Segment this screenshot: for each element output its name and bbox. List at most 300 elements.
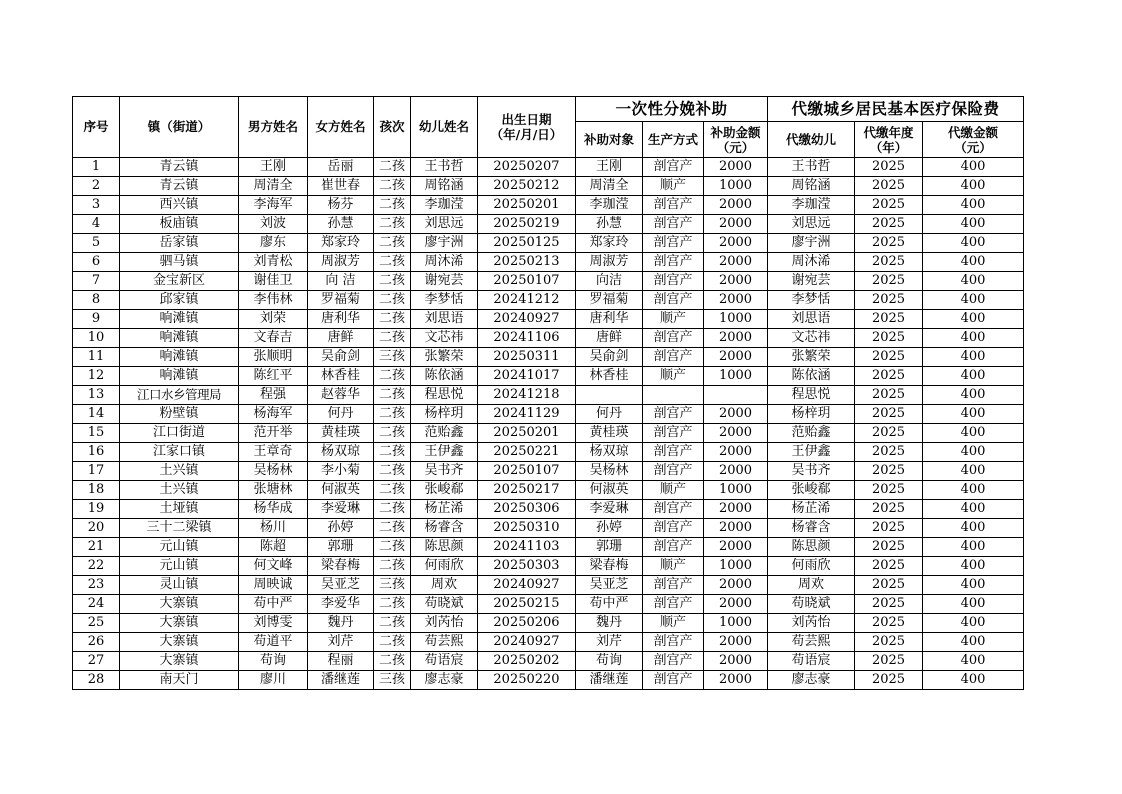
header-child-name: 幼儿姓名 [411,97,478,158]
cell-subsidy-amount [704,386,768,405]
cell-mother-name: 吴俞剑 [308,348,374,367]
cell-town: 邱家镇 [120,291,239,310]
cell-town: 元山镇 [120,538,239,557]
cell-father-name: 苟中严 [239,595,308,614]
table-row [73,633,1024,652]
cell-father-name: 苟询 [239,652,308,671]
cell-subsidy-amount: 2000 [704,633,768,652]
cell-child-name: 周欢 [411,576,478,595]
cell-paid-child: 李梦恬 [768,291,855,310]
cell-town: 响滩镇 [120,367,239,386]
cell-seq: 15 [73,424,120,443]
cell-paid-year: 2025 [855,519,923,538]
cell-paid-year: 2025 [855,614,923,633]
cell-town: 土兴镇 [120,481,239,500]
cell-seq: 8 [73,291,120,310]
cell-birth-order: 二孩 [374,291,411,310]
cell-birth-order: 二孩 [374,177,411,196]
cell-paid-child: 张峻郗 [768,481,855,500]
cell-paid-child: 刘思语 [768,310,855,329]
cell-mother-name: 李爱琳 [308,500,374,519]
cell-subsidy-target: 魏丹 [576,614,643,633]
cell-subsidy-target: 吴亚芝 [576,576,643,595]
header-paid-amount-line1: 代缴金额 [947,124,998,140]
header-subsidy-amount [704,122,768,158]
table-row [73,538,1024,557]
cell-seq: 18 [73,481,120,500]
cell-child-name: 吴书齐 [411,462,478,481]
cell-town: 西兴镇 [120,196,239,215]
cell-delivery-method: 剖宫产 [643,291,704,310]
cell-subsidy-amount: 2000 [704,348,768,367]
cell-seq: 20 [73,519,120,538]
cell-birth-order: 二孩 [374,310,411,329]
cell-town: 元山镇 [120,557,239,576]
cell-town: 大寨镇 [120,652,239,671]
cell-seq: 19 [73,500,120,519]
header-paid-child: 代缴幼儿 [768,122,855,158]
cell-subsidy-amount: 2000 [704,519,768,538]
cell-birth-order: 二孩 [374,158,411,177]
cell-subsidy-amount: 2000 [704,253,768,272]
cell-town: 江口水乡管理局 [120,386,239,405]
cell-paid-amount: 400 [923,519,1024,538]
cell-father-name: 王刚 [239,158,308,177]
cell-paid-year: 2025 [855,177,923,196]
cell-subsidy-target: 李珈滢 [576,196,643,215]
cell-father-name: 廖川 [239,671,308,690]
cell-child-name: 谢宛芸 [411,272,478,291]
cell-paid-child: 程思悦 [768,386,855,405]
cell-birth-date: 20250306 [478,500,576,519]
cell-birth-order: 二孩 [374,443,411,462]
cell-birth-order: 二孩 [374,500,411,519]
cell-delivery-method: 顺产 [643,557,704,576]
cell-child-name: 陈思颜 [411,538,478,557]
cell-delivery-method: 剖宫产 [643,652,704,671]
cell-paid-amount: 400 [923,614,1024,633]
cell-paid-year: 2025 [855,671,923,690]
cell-delivery-method: 剖宫产 [643,576,704,595]
cell-subsidy-amount: 2000 [704,652,768,671]
cell-paid-year: 2025 [855,329,923,348]
cell-birth-order: 二孩 [374,215,411,234]
cell-paid-year: 2025 [855,557,923,576]
cell-child-name: 廖志豪 [411,671,478,690]
cell-birth-date: 20250311 [478,348,576,367]
cell-birth-date: 20250215 [478,595,576,614]
cell-birth-order: 二孩 [374,538,411,557]
cell-seq: 11 [73,348,120,367]
cell-subsidy-amount: 2000 [704,538,768,557]
cell-paid-year: 2025 [855,291,923,310]
cell-subsidy-target: 周淑芳 [576,253,643,272]
cell-subsidy-amount: 2000 [704,329,768,348]
cell-paid-child: 周铭涵 [768,177,855,196]
cell-subsidy-amount: 2000 [704,196,768,215]
cell-father-name: 范开举 [239,424,308,443]
cell-father-name: 苟道平 [239,633,308,652]
cell-town: 江家口镇 [120,443,239,462]
table-row [73,386,1024,405]
cell-seq: 1 [73,158,120,177]
cell-paid-amount: 400 [923,424,1024,443]
cell-town: 粉壁镇 [120,405,239,424]
cell-paid-child: 廖志豪 [768,671,855,690]
cell-delivery-method: 剖宫产 [643,215,704,234]
cell-paid-child: 杨睿含 [768,519,855,538]
cell-mother-name: 黄桂瑛 [308,424,374,443]
cell-delivery-method: 剖宫产 [643,462,704,481]
cell-town: 金宝新区 [120,272,239,291]
cell-birth-date: 20240927 [478,633,576,652]
cell-seq: 6 [73,253,120,272]
cell-child-name: 王书哲 [411,158,478,177]
cell-delivery-method: 剖宫产 [643,234,704,253]
cell-town: 南天门 [120,671,239,690]
cell-paid-year: 2025 [855,367,923,386]
cell-paid-amount: 400 [923,538,1024,557]
cell-paid-child: 苟芸熙 [768,633,855,652]
cell-subsidy-amount: 1000 [704,177,768,196]
cell-subsidy-target: 刘芹 [576,633,643,652]
cell-paid-amount: 400 [923,405,1024,424]
table-row [73,576,1024,595]
cell-subsidy-amount: 2000 [704,234,768,253]
header-town: 镇（街道） [120,97,239,158]
cell-town: 岳家镇 [120,234,239,253]
cell-birth-date: 20241212 [478,291,576,310]
cell-birth-date: 20250217 [478,481,576,500]
cell-delivery-method: 剖宫产 [643,253,704,272]
cell-paid-child: 杨芷浠 [768,500,855,519]
cell-birth-date: 20241106 [478,329,576,348]
cell-subsidy-target: 吴杨林 [576,462,643,481]
cell-subsidy-target: 王刚 [576,158,643,177]
cell-child-name: 杨梓玥 [411,405,478,424]
cell-birth-order: 二孩 [374,633,411,652]
cell-father-name: 李海军 [239,196,308,215]
cell-subsidy-amount: 2000 [704,595,768,614]
table-row [73,481,1024,500]
cell-child-name: 程思悦 [411,386,478,405]
cell-delivery-method: 剖宫产 [643,595,704,614]
cell-mother-name: 崔世春 [308,177,374,196]
cell-paid-amount: 400 [923,272,1024,291]
cell-subsidy-target: 唐利华 [576,310,643,329]
cell-father-name: 刘荣 [239,310,308,329]
table-row [73,215,1024,234]
cell-subsidy-target: 郭珊 [576,538,643,557]
header-birth-order: 孩次 [374,97,411,158]
cell-paid-year: 2025 [855,215,923,234]
cell-child-name: 范贻鑫 [411,424,478,443]
header-birth-date-line1: 出生日期 [501,112,552,127]
cell-delivery-method: 剖宫产 [643,519,704,538]
cell-birth-order: 三孩 [374,671,411,690]
cell-child-name: 李梦恬 [411,291,478,310]
cell-delivery-method: 剖宫产 [643,538,704,557]
cell-child-name: 刘思语 [411,310,478,329]
cell-birth-date: 20240927 [478,576,576,595]
cell-seq: 21 [73,538,120,557]
cell-paid-child: 王书哲 [768,158,855,177]
cell-paid-amount: 400 [923,253,1024,272]
header-seq: 序号 [73,97,120,158]
cell-seq: 22 [73,557,120,576]
cell-seq: 5 [73,234,120,253]
table-row [73,272,1024,291]
cell-paid-amount: 400 [923,367,1024,386]
cell-mother-name: 周淑芳 [308,253,374,272]
cell-subsidy-target: 何淑英 [576,481,643,500]
cell-subsidy-amount: 2000 [704,576,768,595]
cell-seq: 16 [73,443,120,462]
cell-paid-year: 2025 [855,576,923,595]
cell-seq: 24 [73,595,120,614]
cell-paid-year: 2025 [855,348,923,367]
cell-seq: 14 [73,405,120,424]
cell-subsidy-target: 何丹 [576,405,643,424]
table-row [73,291,1024,310]
cell-mother-name: 吴亚芝 [308,576,374,595]
cell-mother-name: 岳丽 [308,158,374,177]
header-paid-year-line1: 代缴年度 [863,124,914,140]
table-row [73,462,1024,481]
cell-paid-child: 廖宇洲 [768,234,855,253]
cell-father-name: 文春吉 [239,329,308,348]
cell-delivery-method: 剖宫产 [643,443,704,462]
cell-paid-amount: 400 [923,158,1024,177]
table-row [73,177,1024,196]
cell-town: 青云镇 [120,158,239,177]
cell-father-name: 程强 [239,386,308,405]
cell-paid-child: 周欢 [768,576,855,595]
cell-town: 大寨镇 [120,614,239,633]
cell-birth-date: 20250125 [478,234,576,253]
cell-paid-year: 2025 [855,405,923,424]
cell-paid-child: 苟语宸 [768,652,855,671]
cell-subsidy-amount: 2000 [704,158,768,177]
cell-father-name: 王章奇 [239,443,308,462]
cell-seq: 17 [73,462,120,481]
cell-paid-amount: 400 [923,500,1024,519]
cell-paid-child: 杨梓玥 [768,405,855,424]
cell-paid-amount: 400 [923,386,1024,405]
cell-subsidy-target: 孙慧 [576,215,643,234]
cell-paid-child: 李珈滢 [768,196,855,215]
cell-birth-order: 二孩 [374,519,411,538]
cell-child-name: 杨睿含 [411,519,478,538]
cell-paid-year: 2025 [855,443,923,462]
cell-paid-child: 苟晓斌 [768,595,855,614]
cell-birth-date: 20250219 [478,215,576,234]
cell-birth-date: 20241129 [478,405,576,424]
table-row [73,348,1024,367]
cell-subsidy-amount: 2000 [704,405,768,424]
table-row [73,196,1024,215]
cell-subsidy-amount: 2000 [704,443,768,462]
cell-father-name: 周映诚 [239,576,308,595]
cell-paid-amount: 400 [923,481,1024,500]
cell-paid-amount: 400 [923,595,1024,614]
cell-subsidy-target: 孙婷 [576,519,643,538]
cell-child-name: 张峻郗 [411,481,478,500]
table-row [73,671,1024,690]
cell-town: 响滩镇 [120,329,239,348]
cell-birth-order: 三孩 [374,576,411,595]
cell-delivery-method [643,386,704,405]
cell-paid-child: 周沐浠 [768,253,855,272]
table-row [73,158,1024,177]
cell-child-name: 张繁荣 [411,348,478,367]
table-body [73,158,1024,690]
cell-mother-name: 梁春梅 [308,557,374,576]
cell-seq: 10 [73,329,120,348]
cell-paid-child: 谢宛芸 [768,272,855,291]
cell-paid-child: 张繁荣 [768,348,855,367]
header-birth-date-line2: （年/月/日） [490,127,563,142]
cell-father-name: 刘博雯 [239,614,308,633]
cell-birth-order: 二孩 [374,557,411,576]
cell-delivery-method: 剖宫产 [643,671,704,690]
header-birth-date [478,97,576,158]
cell-mother-name: 程丽 [308,652,374,671]
cell-mother-name: 孙婷 [308,519,374,538]
cell-paid-amount: 400 [923,462,1024,481]
cell-subsidy-target [576,386,643,405]
cell-subsidy-amount: 2000 [704,462,768,481]
cell-subsidy-amount: 2000 [704,671,768,690]
cell-subsidy-amount: 2000 [704,424,768,443]
cell-mother-name: 孙慧 [308,215,374,234]
cell-mother-name: 郑家玲 [308,234,374,253]
table-row [73,253,1024,272]
table-row [73,519,1024,538]
cell-paid-amount: 400 [923,177,1024,196]
cell-birth-date: 20250201 [478,196,576,215]
table-row [73,500,1024,519]
cell-father-name: 吴杨林 [239,462,308,481]
cell-town: 板庙镇 [120,215,239,234]
cell-subsidy-amount: 2000 [704,272,768,291]
cell-paid-amount: 400 [923,310,1024,329]
header-paid-amount [923,122,1024,158]
cell-father-name: 谢佳卫 [239,272,308,291]
cell-seq: 27 [73,652,120,671]
header-paid-year [855,122,923,158]
cell-town: 响滩镇 [120,310,239,329]
cell-paid-child: 刘芮怡 [768,614,855,633]
cell-birth-order: 二孩 [374,234,411,253]
cell-birth-date: 20241017 [478,367,576,386]
cell-father-name: 杨川 [239,519,308,538]
cell-paid-amount: 400 [923,329,1024,348]
cell-paid-amount: 400 [923,234,1024,253]
cell-birth-date: 20240927 [478,310,576,329]
cell-subsidy-target: 梁春梅 [576,557,643,576]
cell-town: 土垭镇 [120,500,239,519]
subsidy-table [72,96,1024,690]
table-header [73,97,1024,158]
cell-mother-name: 杨芬 [308,196,374,215]
cell-father-name: 周清全 [239,177,308,196]
cell-father-name: 杨海军 [239,405,308,424]
cell-delivery-method: 顺产 [643,481,704,500]
cell-subsidy-target: 潘继莲 [576,671,643,690]
cell-paid-year: 2025 [855,500,923,519]
cell-paid-child: 文芯祎 [768,329,855,348]
cell-subsidy-target: 林香桂 [576,367,643,386]
cell-delivery-method: 剖宫产 [643,424,704,443]
cell-birth-date: 20250107 [478,462,576,481]
cell-seq: 28 [73,671,120,690]
cell-subsidy-target: 郑家玲 [576,234,643,253]
cell-birth-order: 二孩 [374,405,411,424]
header-subsidy-amount-line2: （元） [716,139,755,155]
cell-birth-order: 二孩 [374,386,411,405]
cell-father-name: 张顺明 [239,348,308,367]
table-row [73,614,1024,633]
cell-child-name: 周铭涵 [411,177,478,196]
cell-seq: 13 [73,386,120,405]
cell-subsidy-amount: 1000 [704,557,768,576]
cell-birth-order: 二孩 [374,481,411,500]
cell-subsidy-target: 吴俞剑 [576,348,643,367]
cell-subsidy-amount: 2000 [704,500,768,519]
cell-paid-amount: 400 [923,671,1024,690]
cell-child-name: 苟晓斌 [411,595,478,614]
cell-child-name: 文芯祎 [411,329,478,348]
table-row [73,310,1024,329]
cell-subsidy-amount: 2000 [704,291,768,310]
cell-paid-child: 范贻鑫 [768,424,855,443]
cell-mother-name: 罗福菊 [308,291,374,310]
cell-paid-amount: 400 [923,215,1024,234]
cell-birth-order: 二孩 [374,652,411,671]
cell-town: 三十二梁镇 [120,519,239,538]
cell-birth-date: 20250310 [478,519,576,538]
cell-birth-order: 二孩 [374,462,411,481]
table-row [73,424,1024,443]
cell-paid-year: 2025 [855,386,923,405]
cell-town: 大寨镇 [120,633,239,652]
cell-birth-date: 20241103 [478,538,576,557]
cell-subsidy-amount: 1000 [704,310,768,329]
cell-subsidy-target: 李爱琳 [576,500,643,519]
cell-mother-name: 李爱华 [308,595,374,614]
header-mother-name: 女方姓名 [308,97,374,158]
cell-birth-date: 20250107 [478,272,576,291]
header-paid-year-line2: （年） [869,139,908,155]
cell-paid-year: 2025 [855,462,923,481]
cell-birth-date: 20250201 [478,424,576,443]
cell-seq: 26 [73,633,120,652]
cell-birth-date: 20250220 [478,671,576,690]
cell-seq: 9 [73,310,120,329]
cell-delivery-method: 顺产 [643,614,704,633]
cell-subsidy-amount: 2000 [704,215,768,234]
cell-mother-name: 杨双琼 [308,443,374,462]
cell-child-name: 刘芮怡 [411,614,478,633]
table-row [73,443,1024,462]
cell-paid-year: 2025 [855,424,923,443]
header-subsidy-target: 补助对象 [576,122,643,158]
cell-mother-name: 何淑英 [308,481,374,500]
cell-birth-order: 二孩 [374,614,411,633]
cell-father-name: 张塘林 [239,481,308,500]
cell-subsidy-target: 苟询 [576,652,643,671]
